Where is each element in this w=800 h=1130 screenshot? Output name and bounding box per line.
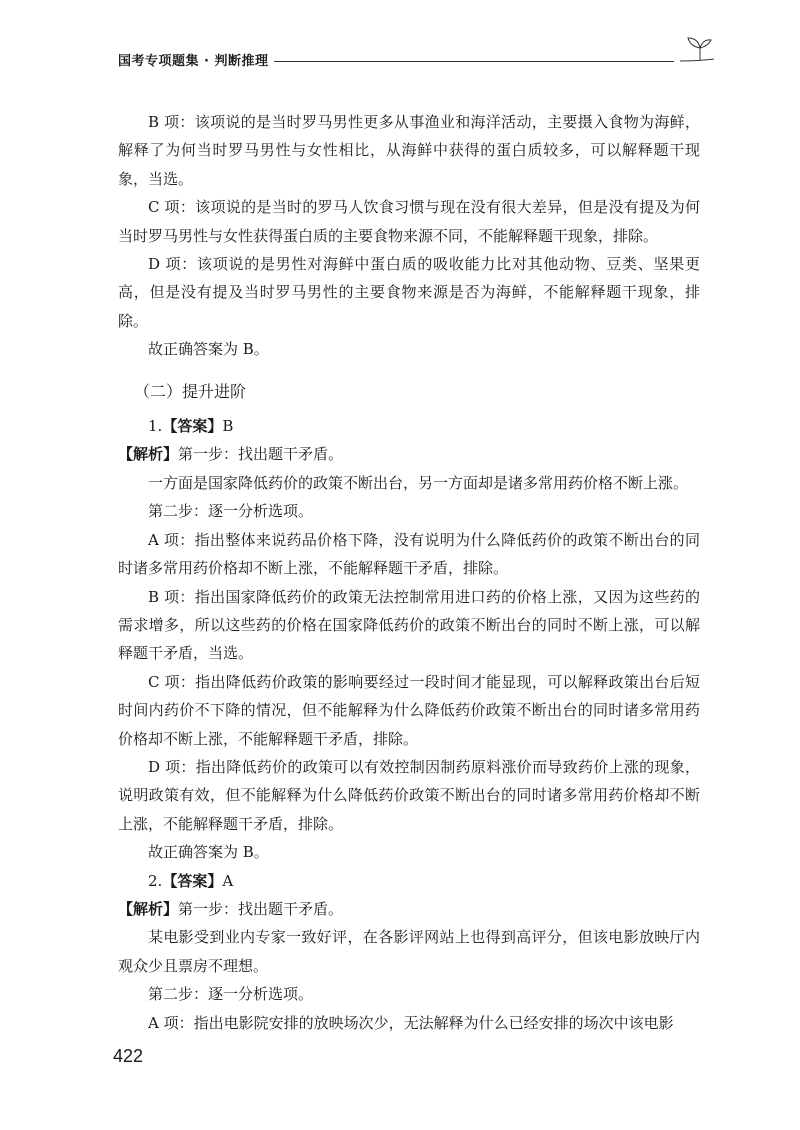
paragraph: 第二步：逐一分析选项。: [148, 985, 314, 1004]
paragraph: B 项：该项说的是当时罗马男性更多从事渔业和海洋活动，主要摄入食物为海鲜，解释了为何当时罗马男性与女性相比，从海鲜中获得的蛋白质较多，可以解释题干现象，当选。: [118, 113, 700, 188]
question-2-answer: [118, 867, 700, 895]
paragraph: 某电影受到业内专家一致好评，在各影评网站上也得到高评分，但该电影放映厅内观众少且票房不理想。: [118, 928, 700, 975]
paragraph: A 项：指出电影院安排的放映场次少，无法解释为什么已经安排的场次中该电影: [148, 1013, 674, 1032]
paragraph: 第二步：逐一分析选项。: [148, 502, 314, 521]
paragraph: C 项：该项说的是当时的罗马人饮食习惯与现在没有很大差异，但是没有提及为何当时罗马男性与女性获得蛋白质的主要食物来源不同，不能解释题干现象，排除。: [118, 198, 700, 245]
header-title: 国考专项题集 · 判断推理: [118, 54, 269, 69]
paragraph: A 项：指出整体来说药品价格下降，没有说明为什么降低药价的政策不断出台的同时诸多常用药价格却不断上涨，不能解释题干矛盾，排除。: [118, 530, 700, 578]
analysis-text: 第一步：找出题干矛盾。: [178, 899, 344, 918]
question-number: 2.: [148, 871, 163, 890]
answer-label: 【答案】: [162, 871, 223, 890]
page-number: 422: [113, 1046, 144, 1066]
question-2-analysis: [118, 895, 700, 923]
question-number: 1.: [148, 417, 163, 436]
paragraph: D 项：指出降低药价的政策可以有效控制因制药原料涨价而导致药价上涨的现象，说明政策有效，但不能解释为什么降低药价政策不断出台的同时诸多常用药价格却不断上涨，不能解释题干矛盾，排除。: [118, 757, 700, 833]
analysis-label: 【解析】: [118, 445, 179, 464]
paragraph: 一方面是国家降低药价的政策不断出台，另一方面却是诸多常用药价格不断上涨。: [148, 473, 689, 492]
answer-value: B: [222, 417, 234, 436]
paragraph: 故正确答案为 B。: [148, 340, 269, 359]
question-1-analysis: [118, 440, 700, 468]
question-1-answer: [118, 412, 700, 440]
answer-value: A: [222, 871, 234, 890]
analysis-text: 第一步：找出题干矛盾。: [178, 445, 344, 464]
paragraph: C 项：指出降低药价政策的影响要经过一段时间才能显现，可以解释政策出台后短时间内药价不下降的情况，但不能解释为什么降低药价政策不断出台的同时诸多常用药价格却不断上涨，不能解释题干矛盾，排除。: [118, 672, 700, 748]
paragraph: 故正确答案为 B。: [148, 843, 269, 862]
header-rule: [274, 61, 674, 62]
section-heading: （二）提升进阶: [134, 381, 247, 401]
page-header: [118, 48, 718, 74]
page-content: [118, 108, 700, 1037]
sprout-icon: [678, 34, 718, 64]
answer-label: 【答案】: [162, 417, 223, 436]
analysis-label: 【解析】: [118, 899, 179, 918]
paragraph: D 项：该项说的是男性对海鲜中蛋白质的吸收能力比对其他动物、豆类、坚果更高，但是没有提及当时罗马男性的主要食物来源是否为海鲜，不能解释题干现象，排除。: [118, 255, 700, 330]
paragraph: B 项：指出国家降低药价的政策无法控制常用进口药的价格上涨，又因为这些药的需求增多，所以这些药的价格在国家降低药价的政策不断出台的同时不断上涨，可以解释题干矛盾，当选。: [118, 587, 700, 663]
